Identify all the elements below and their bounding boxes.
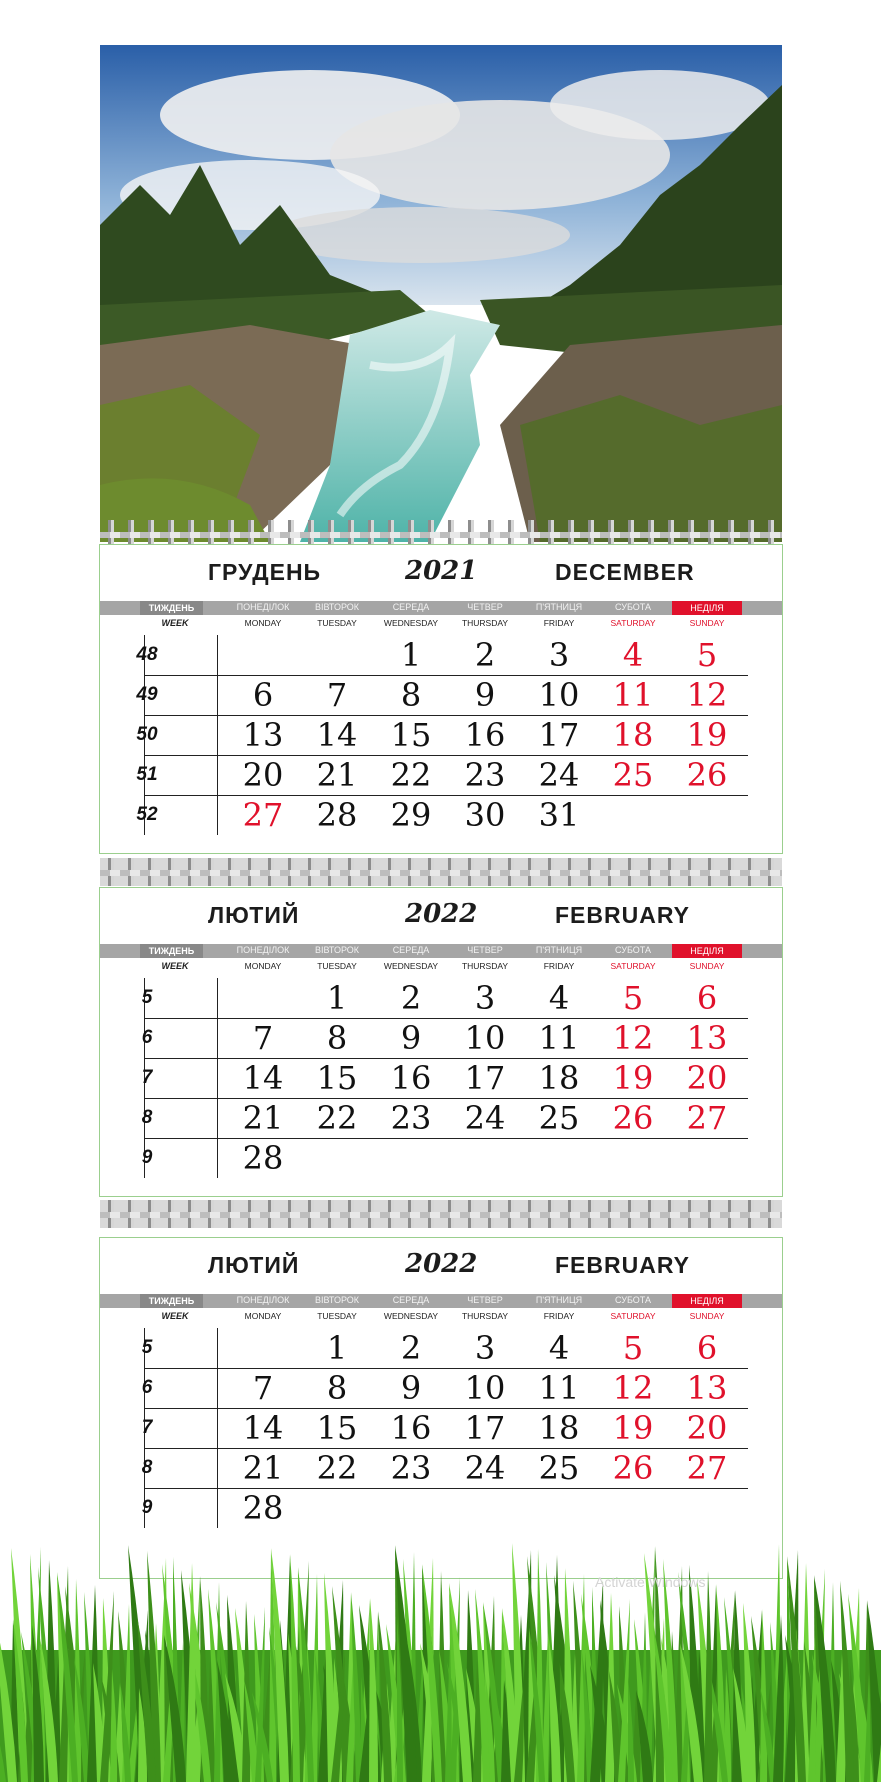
weekday-ua-5: П'ЯТНИЦЯ — [535, 602, 583, 612]
month-header — [100, 888, 782, 943]
week-number: 51 — [136, 764, 158, 785]
weekday-en-2: TUESDAY — [317, 618, 357, 628]
day-number[interactable]: 18 — [538, 1409, 580, 1447]
weekday-en-5: FRIDAY — [543, 618, 575, 628]
month-name-ua: ЛЮТИЙ — [208, 1252, 300, 1278]
weekday-ua-6: СУБОТА — [615, 1295, 651, 1305]
weekday-en-5: FRIDAY — [543, 961, 575, 971]
watermark-text: Activate Windows — [595, 1574, 706, 1590]
day-number[interactable]: 18 — [612, 716, 654, 754]
day-number[interactable]: 5 — [622, 1329, 644, 1367]
day-number[interactable]: 26 — [612, 1099, 654, 1137]
weekday-en-7: SUNDAY — [689, 1311, 725, 1321]
weekday-ua-2: ВІВТОРОК — [314, 602, 360, 612]
weekday-band-en — [100, 961, 782, 975]
day-number[interactable]: 23 — [464, 756, 506, 794]
day-number[interactable]: 7 — [252, 1369, 274, 1407]
month-header — [100, 1238, 782, 1293]
day-number[interactable]: 2 — [474, 636, 496, 674]
week-number: 48 — [136, 644, 158, 665]
day-number[interactable]: 4 — [622, 636, 644, 674]
weekday-en-4: THURSDAY — [461, 618, 509, 628]
day-number[interactable]: 20 — [686, 1059, 728, 1097]
week-number: 9 — [141, 1147, 153, 1168]
year-label: 2022 — [405, 899, 478, 929]
weekday-ua-2: ВІВТОРОК — [314, 1295, 360, 1305]
day-number[interactable]: 6 — [696, 979, 718, 1017]
day-number[interactable]: 7 — [326, 676, 348, 714]
weekday-en-2: TUESDAY — [317, 1311, 357, 1321]
day-number[interactable]: 13 — [686, 1019, 728, 1057]
day-number[interactable]: 14 — [242, 1059, 284, 1097]
week-number: 7 — [141, 1417, 153, 1438]
weekday-en-4: THURSDAY — [461, 961, 509, 971]
weekday-ua-3: СЕРЕДА — [392, 1295, 430, 1305]
day-number[interactable]: 8 — [326, 1369, 348, 1407]
weekday-en-0: WEEK — [161, 618, 189, 628]
day-number[interactable]: 19 — [612, 1059, 654, 1097]
day-number[interactable]: 23 — [390, 1449, 432, 1487]
day-number[interactable]: 27 — [686, 1449, 728, 1487]
day-number[interactable]: 2 — [400, 979, 422, 1017]
day-number[interactable]: 14 — [242, 1409, 284, 1447]
day-number[interactable]: 8 — [400, 676, 422, 714]
weekday-en-7: SUNDAY — [689, 961, 725, 971]
day-number[interactable]: 22 — [316, 1099, 358, 1137]
day-number[interactable]: 9 — [400, 1369, 422, 1407]
grass-decoration — [0, 1500, 881, 1782]
weekday-en-6: SATURDAY — [610, 618, 656, 628]
day-number[interactable]: 31 — [538, 796, 580, 834]
weekday-ua-3: СЕРЕДА — [392, 945, 430, 955]
weekday-ua-6: СУБОТА — [615, 945, 651, 955]
day-number[interactable]: 22 — [390, 756, 432, 794]
day-number[interactable]: 11 — [612, 676, 654, 714]
day-number[interactable]: 12 — [686, 676, 728, 714]
weekday-en-4: THURSDAY — [461, 1311, 509, 1321]
spiral-binding — [100, 858, 782, 886]
month-header — [100, 545, 782, 600]
day-number[interactable]: 24 — [464, 1449, 506, 1487]
day-number[interactable]: 15 — [390, 716, 432, 754]
weekday-ua-1: ПОНЕДІЛОК — [236, 1295, 290, 1305]
weekday-en-3: WEDNESDAY — [383, 961, 439, 971]
day-number[interactable]: 22 — [316, 1449, 358, 1487]
day-number[interactable]: 3 — [474, 1329, 496, 1367]
day-number[interactable]: 21 — [316, 756, 358, 794]
day-number[interactable]: 9 — [474, 676, 496, 714]
weekday-en-1: MONDAY — [244, 1311, 282, 1321]
day-number[interactable]: 1 — [326, 979, 348, 1017]
weekday-ua-0: ТИЖДЕНЬ — [140, 944, 203, 958]
week-number: 8 — [141, 1457, 153, 1478]
day-number[interactable]: 18 — [538, 1059, 580, 1097]
day-number[interactable]: 3 — [474, 979, 496, 1017]
month-name-en: DECEMBER — [555, 559, 695, 585]
day-number[interactable]: 16 — [464, 716, 506, 754]
day-number[interactable]: 11 — [538, 1369, 580, 1407]
day-number[interactable]: 25 — [538, 1099, 580, 1137]
weekday-ua-6: СУБОТА — [615, 602, 651, 612]
weekday-ua-4: ЧЕТВЕР — [467, 1295, 503, 1305]
weekday-band-ua — [100, 1294, 782, 1308]
day-number[interactable]: 28 — [242, 1489, 284, 1527]
weekday-ua-5: П'ЯТНИЦЯ — [535, 945, 583, 955]
weekday-en-7: SUNDAY — [689, 618, 725, 628]
day-number[interactable]: 24 — [538, 756, 580, 794]
weekday-en-6: SATURDAY — [610, 961, 656, 971]
day-number[interactable]: 25 — [538, 1449, 580, 1487]
week-number: 6 — [141, 1377, 153, 1398]
day-number[interactable]: 17 — [464, 1059, 506, 1097]
day-number[interactable]: 21 — [242, 1449, 284, 1487]
day-number[interactable]: 13 — [686, 1369, 728, 1407]
week-number: 7 — [141, 1067, 153, 1088]
day-number[interactable]: 17 — [464, 1409, 506, 1447]
month-name-en: FEBRUARY — [555, 1252, 690, 1278]
weekday-ua-0: ТИЖДЕНЬ — [140, 1294, 203, 1308]
weekday-band-ua — [100, 601, 782, 615]
weekday-en-0: WEEK — [161, 961, 189, 971]
weekday-en-3: WEDNESDAY — [383, 1311, 439, 1321]
day-number[interactable]: 10 — [538, 676, 580, 714]
day-number[interactable]: 20 — [686, 1409, 728, 1447]
weekday-ua-7: НЕДІЛЯ — [672, 1294, 742, 1308]
month-name-en: FEBRUARY — [555, 902, 690, 928]
day-number[interactable]: 14 — [316, 716, 358, 754]
year-label: 2022 — [405, 1249, 478, 1279]
day-number[interactable]: 19 — [612, 1409, 654, 1447]
day-number[interactable]: 28 — [242, 1139, 284, 1177]
weekday-en-2: TUESDAY — [317, 961, 357, 971]
weekday-en-5: FRIDAY — [543, 1311, 575, 1321]
weekday-en-3: WEDNESDAY — [383, 618, 439, 628]
day-number[interactable]: 25 — [612, 756, 654, 794]
weekday-en-6: SATURDAY — [610, 1311, 656, 1321]
day-number[interactable]: 1 — [326, 1329, 348, 1367]
spiral-binding — [100, 1200, 782, 1228]
day-number[interactable]: 11 — [538, 1019, 580, 1057]
weekday-ua-1: ПОНЕДІЛОК — [236, 945, 290, 955]
day-number[interactable]: 6 — [252, 676, 274, 714]
week-number: 8 — [141, 1107, 153, 1128]
day-number[interactable]: 27 — [242, 796, 284, 834]
weekday-band-en — [100, 618, 782, 632]
week-number: 5 — [141, 987, 153, 1008]
day-number[interactable]: 9 — [400, 1019, 422, 1057]
day-number[interactable]: 15 — [316, 1409, 358, 1447]
day-number[interactable]: 24 — [464, 1099, 506, 1137]
weekday-band-en — [100, 1311, 782, 1325]
day-number[interactable]: 13 — [242, 716, 284, 754]
day-number[interactable]: 2 — [400, 1329, 422, 1367]
month-december-2021 — [100, 545, 782, 853]
day-number[interactable]: 3 — [548, 636, 570, 674]
month-february-2022 — [100, 888, 782, 1196]
day-number[interactable]: 5 — [696, 636, 718, 674]
day-number[interactable]: 12 — [612, 1369, 654, 1407]
day-number[interactable]: 7 — [252, 1019, 274, 1057]
weekday-band-ua — [100, 944, 782, 958]
day-number[interactable]: 26 — [612, 1449, 654, 1487]
day-number[interactable]: 28 — [316, 796, 358, 834]
day-number[interactable]: 10 — [464, 1369, 506, 1407]
day-number[interactable]: 15 — [316, 1059, 358, 1097]
day-number[interactable]: 19 — [686, 716, 728, 754]
weekday-en-1: MONDAY — [244, 618, 282, 628]
day-number[interactable]: 5 — [622, 979, 644, 1017]
day-number[interactable]: 16 — [390, 1059, 432, 1097]
day-number[interactable]: 17 — [538, 716, 580, 754]
weekday-ua-4: ЧЕТВЕР — [467, 602, 503, 612]
year-label: 2021 — [405, 556, 478, 586]
month-name-ua: ЛЮТИЙ — [208, 902, 300, 928]
spiral-binding — [100, 520, 782, 548]
day-number[interactable]: 27 — [686, 1099, 728, 1137]
weekday-en-1: MONDAY — [244, 961, 282, 971]
day-number[interactable]: 16 — [390, 1409, 432, 1447]
day-number[interactable]: 29 — [390, 796, 432, 834]
weekday-ua-0: ТИЖДЕНЬ — [140, 601, 203, 615]
day-number[interactable]: 21 — [242, 1099, 284, 1137]
day-number[interactable]: 20 — [242, 756, 284, 794]
weekday-ua-7: НЕДІЛЯ — [672, 601, 742, 615]
weekday-ua-3: СЕРЕДА — [392, 602, 430, 612]
week-number: 52 — [136, 804, 158, 825]
day-number[interactable]: 1 — [400, 636, 422, 674]
day-number[interactable]: 30 — [464, 796, 506, 834]
week-number: 49 — [136, 684, 158, 705]
day-number[interactable]: 4 — [548, 1329, 570, 1367]
weekday-ua-2: ВІВТОРОК — [314, 945, 360, 955]
day-number[interactable]: 23 — [390, 1099, 432, 1137]
weekday-ua-1: ПОНЕДІЛОК — [236, 602, 290, 612]
month-name-ua: ГРУДЕНЬ — [208, 559, 322, 585]
day-number[interactable]: 26 — [686, 756, 728, 794]
week-number: 9 — [141, 1497, 153, 1518]
weekday-en-0: WEEK — [161, 1311, 189, 1321]
week-number: 6 — [141, 1027, 153, 1048]
day-number[interactable]: 10 — [464, 1019, 506, 1057]
day-number[interactable]: 6 — [696, 1329, 718, 1367]
weekday-ua-5: П'ЯТНИЦЯ — [535, 1295, 583, 1305]
weekday-ua-7: НЕДІЛЯ — [672, 944, 742, 958]
week-number: 5 — [141, 1337, 153, 1358]
day-number[interactable]: 12 — [612, 1019, 654, 1057]
day-number[interactable]: 8 — [326, 1019, 348, 1057]
weekday-ua-4: ЧЕТВЕР — [467, 945, 503, 955]
landscape-photo — [100, 45, 782, 542]
week-number: 50 — [136, 724, 158, 745]
day-number[interactable]: 4 — [548, 979, 570, 1017]
